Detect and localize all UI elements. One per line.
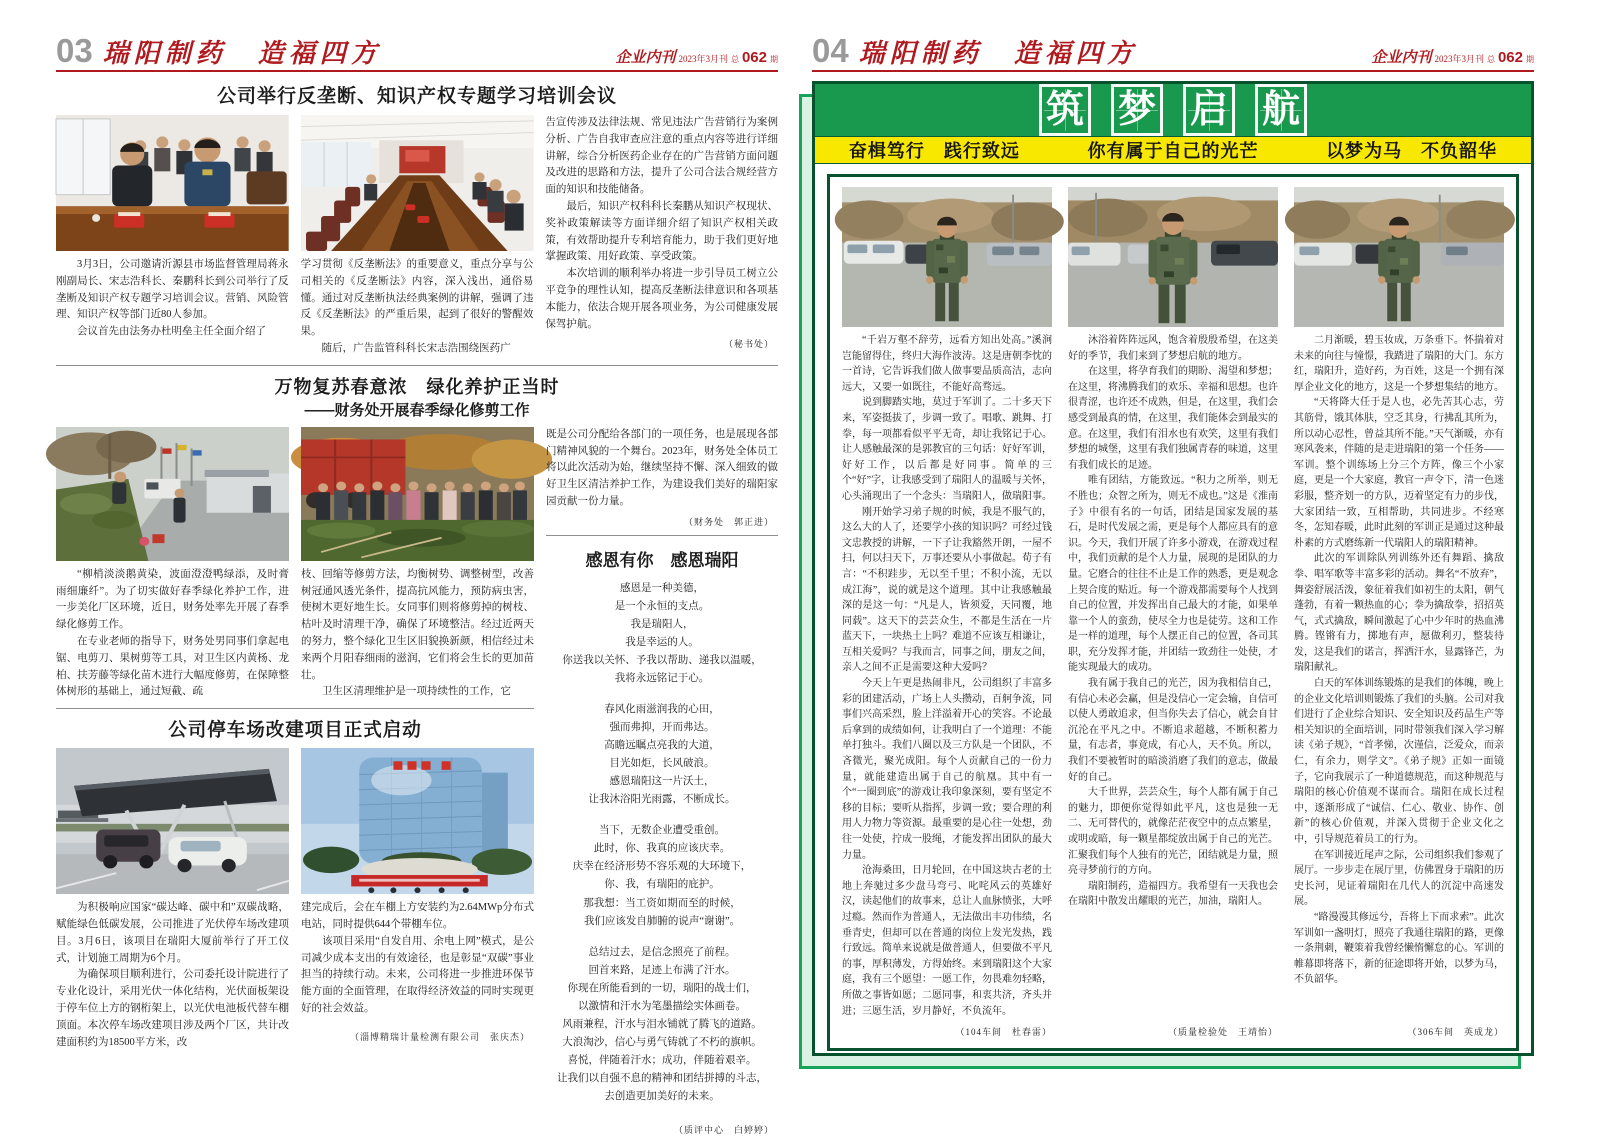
paragraph: 喜悦，伴随着汗水；成功，伴随着艰辛。 [567, 1054, 757, 1066]
paragraph: 说到脚踏实地，莫过于军训了。二十多天下来，军姿挺拔了，步调一致了。唱歌、跳舞、打拳，每一项都看似平平无奇，却让我铭记于心。让人感触最深的是郭教官的三句话：好好军训，好好工作，以后都是好同事。简单的三个“好”字，让我感受到了瑞阳人的温暖与关怀，心头涌现出了一个念头：当瑞阳人，做瑞阳事。 [842, 397, 1052, 502]
article1-col1 [56, 115, 289, 358]
photo-recruit-portrait-2 [1068, 187, 1278, 327]
article1-col3-cont: 告宣传涉及法律法规、常见违法广告营销行为案例分析、广告自我审查应注意的重点内容等进行详细讲解，综合分析医药企业存在的广告营销方面问题及改进的思路和方法，提升了公司合法合规经营方面的知识和技能储备。 [545, 117, 779, 196]
photo-antitrust-meeting-1 [56, 115, 289, 251]
paragraph: 今天上午更是热闹非凡，公司组织了丰富多彩的团建活动，广场上人头攒动，百舸争流，同事们兴高采烈，脸上洋溢着开心的笑容。不论最后拿到的成绩如何，让我明白了一个道理：不能单打独斗。我们八圈以及三方队是一个团队，不吝微光，聚光成阳。每个人贡献自己的一份力量，就能建造出属于自己的航凰。其中有一个“一圈到底”的游戏让我印象深刻，要有坚定不移的目标；要听从指挥，步调一致；要合理的利用人力物力等资源。最重要的是心往一处想，劲往一处使，拧成一股绳，才能发挥出团队的最大力量。 [842, 678, 1052, 861]
feature-banner [815, 84, 1531, 136]
poem-stanza-1 [546, 580, 778, 688]
section-headline-bar [815, 136, 1531, 164]
paragraph: 沧海桑田，日月轮回，在中国这块古老的土地上奔驰过多少盘马弯弓、叱咤风云的英雄好汉，读起他们的故事来，总让人血脉愤张，大呼过瘾。然而作为普通人，无法做出丰功伟绩，名垂青史，但却可以在普通的岗位上发光发热，践行致远。简单来说就是做普通人，但要做不平凡的事，厚积薄发，方得始终。来到瑞阳这个大家庭，我有三个愿望：一愿工作，勿畏难勿轻略，所做之事皆如愿；二愿同事，和衷共济，齐头并进；三愿生活，岁月静好，不负流年。 [842, 865, 1052, 1017]
paragraph: “千岩万壑不辞劳，远看方知出处高。”溪涧岂能留得住，终归大海作波涛。这是唐朝李忱的一首诗，它告诉我们做人做事要品质高洁，志向远大，又要一如既往，不能好高骛远。 [842, 335, 1052, 393]
dream-voyage-feature [812, 81, 1534, 1056]
issue-suffix: 期 [1526, 55, 1534, 64]
essay1-text [842, 333, 1052, 1019]
page3-right-column [546, 427, 778, 1136]
paragraph: 此次的军训除队列训练外还有舞蹈、擒敌拳、唱军歌等丰富多彩的活动。舞名“不放弃”，舞姿舒展活泼，象征着我们如初生的太阳，朝气蓬勃，有着一颗热血的心；拳为擒敌拳，招招英气，式式擒敌，瞬间激起了心中少年时的热血沸腾。铿锵有力，掷地有声，愿做利刃，整装待发，这是我们的诺言，挥洒汗水，显露锋芒，为瑞阳献礼。 [1294, 553, 1504, 674]
feature-content [827, 174, 1519, 1051]
paragraph: 庆幸在经济形势不容乐观的大环境下， [572, 861, 752, 873]
article2-col2-cont: 枝、回缩等修剪方法，均衡树势、调整树型，改善树冠通风透光条件，提高抗风能力，预防病虫害，使树木更好地生长。女同事们则将修剪掉的树枝、枯叶及时清理干净，确保了环境整洁。经过近两天的努力，整个绿化卫生区旧貌换新颜，相信经过未来两个月阳春细雨的滋润，它们将会生长的更加苗壮。 [301, 568, 534, 681]
poem-stanza-4 [546, 944, 778, 1106]
article2-byline: （财务处 郭正进） [683, 516, 774, 527]
article1-col2 [301, 115, 534, 358]
banner-char: 筑 [1045, 89, 1084, 131]
photo-recruit-portrait-1 [842, 187, 1052, 327]
paragraph: 我是瑞阳人， [630, 618, 694, 630]
paragraph: 我有属于我自己的光芒，因为我相信自己，有信心未必会赢，但是没信心一定会输，自信可以使人勇敢追求，但当你失去了信心，就会自甘沉沦在平凡之中。不断追求超越，不断积蓄力量，有志者，事竟成，有心人，天不负。所以，我们不要被暂时的暗淡消磨了我们的意志，做最好的自己。 [1068, 678, 1278, 783]
paragraph: 卫生区清理维护是一项持续性的工作，它 [322, 686, 511, 698]
masthead-title: 瑞阳制药 造福四方 [102, 39, 382, 68]
paragraph: 风雨兼程，汗水与泪水铺就了腾飞的道路。 [562, 1018, 762, 1030]
article3-col1-text [56, 900, 289, 1051]
article3-photos [56, 748, 534, 894]
paragraph: 我将永远铭记于心。 [614, 673, 710, 684]
paragraph: 以激情和汗水为笔墨描绘实体画卷。 [578, 1000, 746, 1012]
headline-essay-1: 奋楫笃行 践行致远 [848, 141, 1020, 161]
issue-month: 2023年3月刊 [678, 54, 728, 64]
poem-stanza-2 [546, 701, 778, 809]
photo-recruit-portrait-3 [1294, 187, 1504, 327]
essay-column-3 [1294, 187, 1504, 1038]
photo-antitrust-meeting-2 [301, 115, 534, 251]
article1-col3-text [545, 199, 778, 333]
paragraph: 最后，知识产权科科长秦鹏从知识产权现状、奖补政策解读等方面详细介绍了知识产权相关政策，有效帮助提升专利培育能力，助于我们更好地掌握政策、用好政策、享受政策。 [545, 200, 779, 263]
paragraph: 当下，无数企业遭受重创。 [599, 825, 725, 837]
article2-title: 万物复苏春意浓 绿化养护正当时 [274, 376, 560, 397]
paragraph: 在这里，将孕育我们的期盼、渴望和梦想；在这里，将沸腾我们的欢乐、幸福和思想。也许很青涩，也许还不成熟，但是，在这里，我们会感受到最真的情，在这里，我们能体会到最实的意。在这里，我们有泪水也有欢笑，这里有我们梦想的城堡，这里有我们独属青春的味道，这里有我们成长的足迹。 [1068, 366, 1278, 471]
paragraph: 大浪淘沙，信心与勇气铸就了不朽的旗帜。 [562, 1036, 762, 1048]
article3-title: 公司停车场改建项目正式启动 [168, 719, 422, 741]
paragraph: 你现在所能看到的一切，瑞阳的战士们， [567, 982, 757, 994]
article3-col2 [301, 900, 534, 1051]
paragraph: 在军训接近尾声之际，公司组织我们参观了展厅。一步步走在展厅里，仿佛置身于瑞阳的历史长河，见证着瑞阳在几代人的沉淀中高速发展。 [1294, 849, 1504, 908]
paragraph: 瑞阳制药，造福四方。我希望有一天我也会在瑞阳中散发出耀眼的光芒，加油，瑞阳人。 [1068, 880, 1278, 908]
article3-byline: （淄博精瑞计量检测有限公司 张庆杰） [349, 1031, 530, 1042]
paragraph: 让我沐浴阳光雨露，不断成长。 [588, 794, 736, 806]
banner-char: 梦 [1117, 89, 1156, 131]
photo-ruiyang-building-groundbreaking [301, 748, 534, 894]
paragraph: 会议首先由法务办杜明垒主任全面介绍了 [77, 326, 266, 338]
page3-left-region [56, 427, 534, 1136]
paragraph: 唯有团结，方能致远。“积力之所举，则无不胜也；众智之所为，则无不成也。”这是《淮南子》中很有名的一句话，团结是国家发展的基石，是时代发展之需，更是每个人都应具有的意识。今天，我们开展了许多小游戏，在游戏过程中，我们贡献的是个人力量，展现的是团队的力量。它磨合的往往不止是工作的熟悉，更是观念上契合度的贴近。每一个游戏都需要每个人找到自己的位置，并发挥出自己最大的才能，如果单靠一个人的蛮劲，使尽全力也是徒劳。这和工作是一样的道理，每个人摆正自己的位置，各司其职，充分发挥才能，并团结一致劲往一处使，才能实现最大的成功。 [1068, 475, 1278, 674]
issue-suffix: 期 [770, 55, 778, 64]
essay-column-2 [1068, 187, 1278, 1038]
article3-text [56, 900, 534, 1051]
article2-col2-text [301, 684, 534, 701]
paragraph: 在专业老师的指导下，财务处男同事们拿起电锯、电剪刀、果树剪等工具，对卫生区内黄杨、龙柏、扶芳藤等绿化苗木进行大幅度修剪，在保障整体树形的基础上，通过短截、疏 [56, 635, 289, 698]
photo-hedge-pruning [56, 427, 289, 561]
paragraph: 刚开始学习弟子规的时候，我是不服气的，这么大的人了，还要学小孩的知识吗？可经过钱文忠教授的讲解，一下子让我豁然开朗，一屋不扫，何以扫天下，万事还要从小事做起。荀子有言：“不积跬步，无以至千里；不积小流，无以成江海”，说的就是这个道理。其中让我感触最深的是这一句：“凡是人，皆须爱，天同覆，地同载”。这天下的芸芸众生，不都是生活在一片蓝天下，一块热土上吗？难道不应该互相谦让，互相关爱吗？与我而言，同事之间，朋友之间，亲人之间不正是需要这种大爱吗？ [842, 506, 1052, 674]
paragraph: 我们应该发自肺腑的说声“谢谢”。 [583, 915, 741, 927]
paragraph: 让我们以自强不息的精神和团结拼搏的斗志， [557, 1072, 767, 1084]
paragraph: 该项目采用“自发自用、余电上网”模式，是公司减少成本支出的有效途径，也是彰显“双碳”事业担当的持续行动。未来，公司将进一步推进环保节能方面的全面管理，在取得经济效益的同时实现更好的社会效益。 [301, 935, 534, 1014]
article1-title: 公司举行反垄断、知识产权专题学习培训会议 [216, 86, 617, 107]
article2-text [56, 567, 534, 701]
photo-solar-carport [56, 748, 289, 894]
issue-prefix: 总 [1486, 55, 1495, 64]
paragraph: 我是幸运的人。 [625, 636, 699, 648]
essay2-byline: （质量检验处 王靖怡） [1167, 1027, 1278, 1038]
paragraph: 去创造更加美好的未来。 [604, 1090, 720, 1102]
page-04 [812, 34, 1534, 1067]
paragraph: 本次培训的顺利举办将进一步引导员工树立公平竞争的理性认知，提高反垄断法律意识和各项基本能力，依法合规开展各项业务，为公司健康发展保驾护航。 [545, 268, 779, 330]
paragraph: 目光如炬，长风破浪。 [609, 758, 715, 770]
issue-prefix: 总 [730, 55, 739, 64]
paragraph: 此时，你、我真的应该庆幸。 [593, 843, 731, 855]
divider-article2-poem [546, 535, 778, 536]
paragraph: 为确保项目顺利进行，公司委托设计院进行了专业化设计，采用光伏一体化结构，光伏面板架设于停车位上方的钢桁架上，以光伏电池板代替车棚顶面。本次停车场改建项目涉及两个厂区，共计改建面积约为18500平方米，改 [56, 969, 289, 1048]
paragraph: 你、我，有瑞阳的庇护。 [604, 879, 720, 891]
paragraph: 总结过去，是信念照亮了前程。 [588, 946, 736, 958]
essay2-text [1068, 333, 1278, 910]
issue-number: 062 [1497, 49, 1523, 66]
banner-char-box [1183, 84, 1235, 136]
poem-stanza-3 [546, 822, 778, 930]
issue-month: 2023年3月刊 [1434, 54, 1484, 64]
article3-col2-cont: 建完成后，会在车棚上方安装约为2.64MWp分布式电站，同时提供644个带棚车位。 [301, 902, 534, 930]
article1-byline: （秘书处） [724, 339, 775, 350]
headline-essay-3: 以梦为马 不负韶华 [1326, 141, 1498, 161]
paragraph: 感恩是一种美德， [620, 582, 704, 594]
page4-header [812, 34, 1534, 72]
paragraph: “天将降大任于是人也，必先苦其心志，劳其筋骨，饿其体肤，空乏其身，行拂乱其所为，所以动心忍性，曾益其所不能。”天气渐暖，亦有寒风袭来，伴随的是走进瑞阳的第一个任务——军训。整个训练场上分三个方阵，像三个小家庭，更是一个大家庭，教官一声令下，清一色迷彩服，整齐划一的方队，迈着坚定有力的步伐，大家团结一致，互相帮助，共同进步。不经寒冬，怎知春暖，此时此刻的军训正是通过这种最朴素的方式磨练新一代瑞阳人的瑞阳精神。 [1294, 397, 1504, 549]
issue-label: 企业内刊 [615, 50, 676, 66]
article2-col3-cont: 既是公司分配给各部门的一项任务，也是展现各部门精神风貌的一个舞台。2023年，财务处全体员工将以此次活动为始，继续坚持不懈、深入细致的做好卫生区清洁养护工作，为建设我们美好的瑞阳家园贡献一份力量。 [546, 428, 778, 507]
divider-article1-article2 [56, 365, 778, 366]
page3-lower [56, 427, 778, 1136]
article3-col2-text [301, 934, 534, 1018]
paragraph: 3月3日，公司邀请沂源县市场监督管理局蒋永刚副局长、宋志浩科长、秦鹏科长到公司举行了反垄断及知识产权专题学习培训会议。营销、风险管理、知识产权等部门近80人参加。 [56, 259, 289, 321]
page-number: 04 [812, 32, 849, 69]
essay3-text [1294, 333, 1504, 988]
feature-card [812, 81, 1534, 1056]
banner-char: 启 [1189, 89, 1228, 131]
masthead-title: 瑞阳制药 造福四方 [858, 39, 1138, 68]
article2-subtitle: ——财务处开展春季绿化修剪工作 [304, 401, 530, 419]
essay1-byline: （104车间 杜春雷） [955, 1027, 1052, 1038]
divider-article2-article3 [56, 708, 534, 709]
paragraph: 感恩瑞阳这一片沃土， [609, 776, 715, 788]
paragraph: 那我想：当工资如期而至的时候， [583, 897, 741, 909]
issue-info [615, 46, 778, 67]
banner-char: 航 [1261, 89, 1300, 131]
paragraph: 回首来路，足迹上布满了汗水。 [588, 964, 736, 976]
paragraph: 强而弗抑，开而弗达。 [609, 722, 715, 734]
page-number: 03 [56, 32, 93, 69]
issue-label: 企业内刊 [1371, 50, 1432, 66]
article1-col2-text [301, 341, 534, 358]
photo-group-after-pruning [301, 427, 534, 561]
paragraph: 二月渐暖，碧玉妆成，万条垂下。怀揣着对未来的向往与憧憬，我踏进了瑞阳的大门。东方红，瑞阳升，造好药，为百姓，这是一个拥有深厚企业文化的地方，这是一个梦想集结的地方。 [1294, 335, 1504, 393]
essay3-byline: （306车间 英成龙） [1407, 1027, 1504, 1038]
poem-byline: （质评中心 白婷婷） [673, 1125, 774, 1136]
paragraph: 高瞻远瞩点亮我的大道， [604, 740, 720, 752]
issue-info [1371, 46, 1534, 67]
paragraph: 为积极响应国家“碳达峰、碳中和”双碳战略，赋能绿色低碳发展，公司推进了光伏停车场改建项目。3月6日，该项目在瑞阳大厦前举行了开工仪式，计划施工周期为6个月。 [56, 902, 289, 964]
article2-photos [56, 427, 534, 561]
poem-title: 感恩有你 感恩瑞阳 [585, 550, 739, 570]
paragraph: 随后，广告监管科科长宋志浩围绕医药广 [321, 342, 511, 354]
paragraph: “柳梢淡淡鹅黄染，波面澄澄鸭绿添，及时膏雨细廉纤”。为了切实做好春季绿化养护工作，进一步美化厂区环境，近日，财务处率先开展了春季绿化修剪工作。 [56, 568, 289, 631]
paragraph: 春风化雨滋润我的心田， [604, 704, 720, 716]
headline-essay-2: 你有属于自己的光芒 [1087, 141, 1259, 161]
page3-header [56, 34, 778, 72]
article1-col1-text [56, 257, 289, 341]
banner-char-box [1255, 84, 1307, 136]
paragraph: 你送我以关怀、予我以帮助、递我以温暖， [562, 654, 762, 666]
issue-number: 062 [741, 49, 767, 66]
paragraph: 是一个永恒的支点。 [614, 600, 710, 612]
article1-body [56, 115, 778, 358]
essay-column-1 [842, 187, 1052, 1038]
paragraph: 沐浴着阵阵远风，饱含着殷殷希望，在这美好的季节，我们来到了梦想启航的地方。 [1068, 335, 1278, 362]
page-03 [56, 32, 779, 1136]
banner-char-box [1039, 84, 1091, 136]
article1-col3 [545, 115, 778, 358]
paragraph: “路漫漫其修远兮，吾将上下而求索”。此次军训如一盏明灯，照亮了我通往瑞阳的路，更像一条荆刺，鞭策着我曾经懒惰懈怠的心。军训的帷幕即将落下，新的征途即将开始，以梦为马，不负韶华。 [1294, 911, 1504, 986]
paragraph: 白天的军体训练锻炼的是我们的体魄，晚上的企业文化培训则锻炼了我们的头脑。公司对我们进行了企业综合知识、安全知识及药品生产等相关知识的全面培训，同时带领我们深入学习解读《弟子规》，“首孝悌，次谨信，泛爱众，而亲仁，有余力，则学文”。《弟子规》正如一面镜子，它向我展示了一种道德规范，而这种规范与瑞阳的核心价值观不谋而合。瑞阳在成长过程中，逐渐形成了“诚信、仁心、敬业、协作、创新”的核心价值观，并深入贯彻于企业文化之中，引导规范着员工的行为。 [1294, 678, 1504, 845]
banner-char-box [1111, 84, 1163, 136]
article2-col2 [301, 567, 534, 701]
paragraph: 大千世界，芸芸众生，每个人都有属于自己的魅力，即便你觉得如此平凡，这也是独一无二、无可替代的，就像茫茫夜空中的点点繁星，或明或暗，每一颗星都绽放出属于自己的光芒。汇聚我们每个人独有的光芒，团结就是力量，照亮寻梦前行的方向。 [1068, 787, 1278, 877]
article2-col1-text [56, 567, 289, 701]
article1-col2-cont: 学习贯彻《反垄断法》的重要意义，重点分享与公司相关的《反垄断法》内容，深入浅出，通俗易懂。通过对反垄断执法经典案例的讲解，强调了违反《反垄断法》的严重后果，起到了很好的警醒效果。 [300, 259, 534, 338]
